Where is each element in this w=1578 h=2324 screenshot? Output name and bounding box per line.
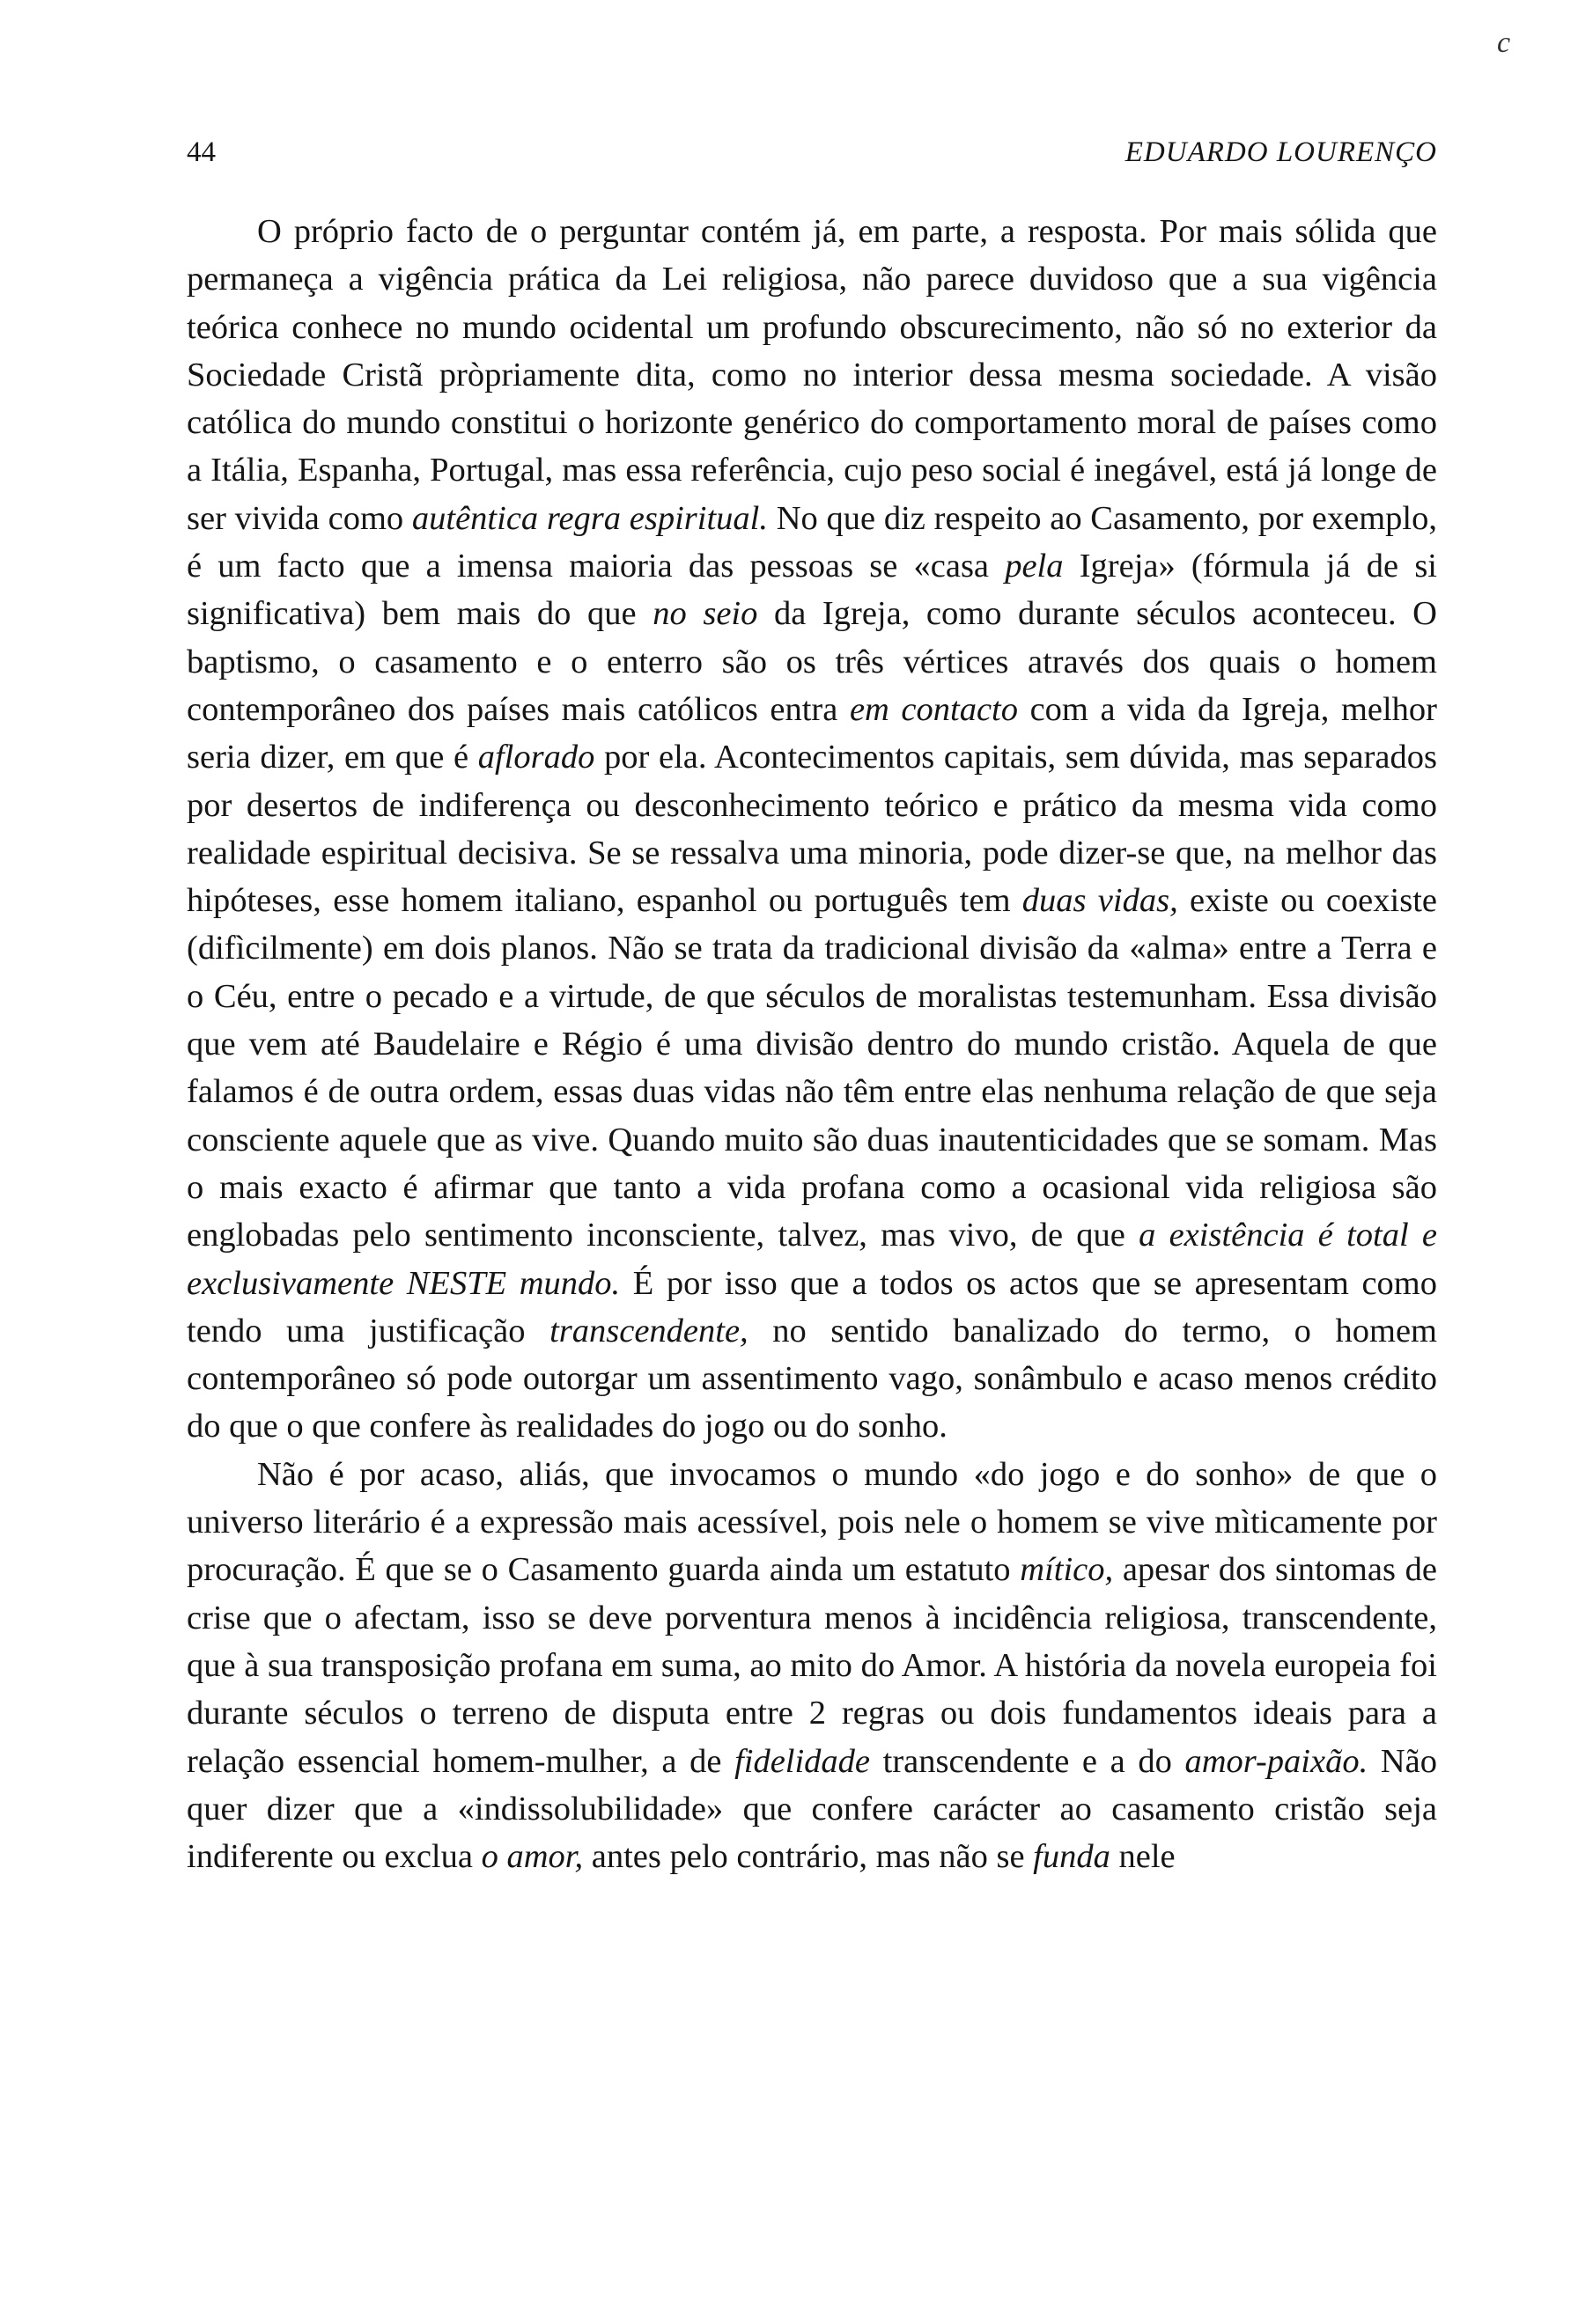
italic-text: o amor, <box>481 1838 584 1876</box>
page-header <box>187 130 1437 174</box>
italic-text: a existência é total e exclusivamente NESTE mundo. <box>187 1217 1437 1302</box>
text-run: no sentido banalizado do termo, o homem contemporâneo só pode outorgar um assentimento vago, sonâmbulo e acaso menos crédito do que o que confere às realidades do jogo ou do sonho. <box>187 1312 1438 1445</box>
page-number: 44 <box>187 136 216 168</box>
text-run: nele <box>1110 1838 1176 1876</box>
italic-text: pela <box>1005 548 1064 585</box>
text-run: No que diz respeito ao Casamento, por exemplo, é um facto que a imensa maioria das pessoas se «casa <box>187 499 1437 585</box>
italic-text: funda <box>1033 1838 1110 1876</box>
italic-text: duas vidas, <box>1021 882 1178 920</box>
running-head-author: EDUARDO LOURENÇO <box>1125 136 1437 168</box>
italic-text: fidelidade <box>734 1742 871 1780</box>
body-text <box>187 208 1437 1880</box>
text-run: Não quer dizer que a «indissolubilidade» que confere carácter ao casamento cristão seja indiferente ou exclua <box>187 1742 1437 1876</box>
corner-pencil-mark: c <box>1497 26 1511 59</box>
text-run: por ela. Acontecimentos capitais, sem dúvida, mas separados por desertos de indiferença ou desconhecimento teórico e prático da mesma vida como realidade espiritual decisiva. Se se ressalva uma minoria, pode dizer-se que, na melhor das hipóteses, esse homem italiano, espanhol ou português tem <box>187 739 1437 920</box>
text-run: existe ou coexiste (difìcilmente) em dois planos. Não se trata da tradicional divisão da «alma» entre a Terra e o Céu, entre o pecado e a virtude, de que séculos de moralistas testemunham. Essa divisão que vem até Baudelaire e Régio é uma divisão dentro do mundo cristão. Aquela de que falamos é de outra ordem, essas duas vidas não têm entre elas nenhuma relação de que seja consciente aquele que as vive. Quando muito são duas inautenticidades que se somam. Mas o mais exacto é afirmar que tanto a vida profana como a ocasional vida religiosa são englobadas pelo sentimento inconsciente, talvez, mas vivo, de que <box>187 882 1437 1254</box>
italic-text: mítico, <box>1020 1551 1114 1589</box>
text-run: apesar dos sintomas de crise que o afectam, isso se deve porventura menos à incidência religiosa, transcendente, que à sua transposição profana em suma, ao mito do Amor. A história da novela europeia foi durante séculos o terreno de disputa entre 2 regras ou dois fundamentos ideais para a relação essencial homem-mulher, a de <box>187 1551 1437 1780</box>
paragraph <box>187 1451 1437 1881</box>
text-run: O próprio facto de o perguntar contém já, em parte, a resposta. Por mais sólida que permaneça a vigência prática da Lei religiosa, não parece duvidoso que a sua vigência teórica conhece no mundo ocidental um profundo obscurecimento, não só no exterior da Sociedade Cristã pròpriamente dita, como no interior dessa mesma sociedade. A visão católica do mundo constitui o horizonte genérico do comportamento moral de países como a Itália, Espanha, Portugal, mas essa referência, cujo peso social é inegável, está já longe de ser vivida como <box>187 213 1437 537</box>
text-run: Igreja» (fórmula já de si significativa) bem mais do que <box>187 548 1438 633</box>
text-run: transcendente e a do <box>870 1742 1185 1780</box>
italic-text: amor-paixão. <box>1184 1742 1368 1780</box>
italic-text: autêntica regra espiritual. <box>411 499 768 537</box>
paragraph <box>187 208 1437 1451</box>
text-run: com a vida da Igreja, melhor seria dizer, em que é <box>187 690 1437 776</box>
italic-text: aflorado <box>477 739 595 776</box>
text-run: É por isso que a todos os actos que se apresentam como tendo uma justificação <box>187 1264 1437 1350</box>
text-run: da Igreja, como durante séculos aconteceu. O baptismo, o casamento e o enterro são os três vértices através dos quais o homem contemporâneo dos países mais católicos entra <box>187 595 1437 728</box>
italic-text: no seio <box>653 595 758 633</box>
text-run: Não é por acaso, aliás, que invocamos o mundo «do jogo e do sonho» de que o universo literário é a expressão mais acessível, pois nele o homem se vive mìticamente por procuração. É que se o Casamento guarda ainda um estatuto <box>187 1455 1437 1589</box>
italic-text: transcendente, <box>549 1312 748 1350</box>
italic-text: em contacto <box>849 690 1018 728</box>
text-run: antes pelo contrário, mas não se <box>583 1838 1034 1876</box>
